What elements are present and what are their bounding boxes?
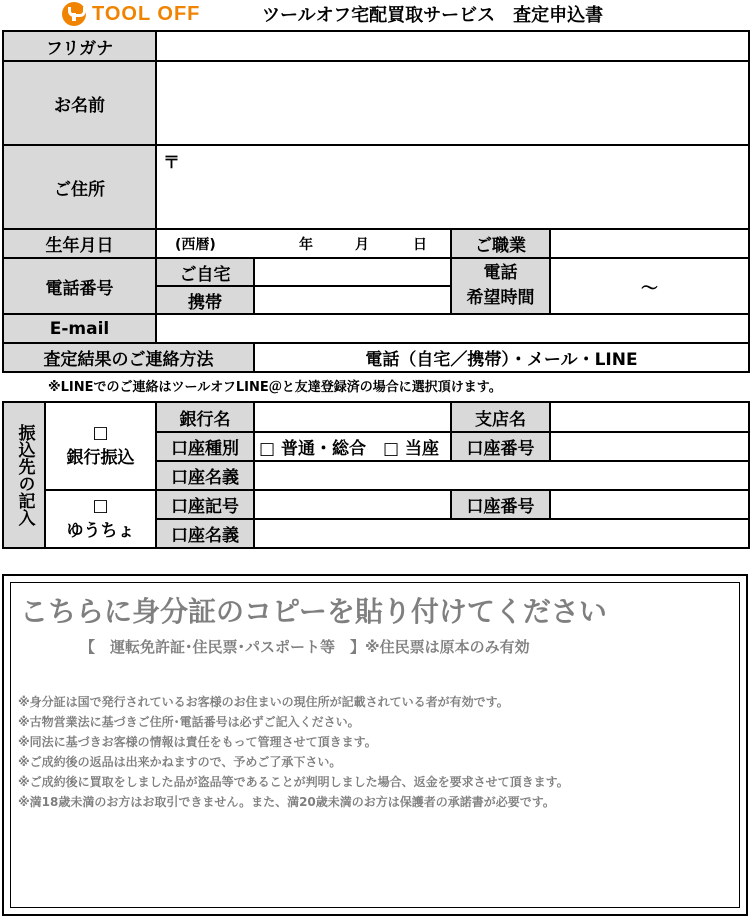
job-field[interactable] — [550, 229, 749, 258]
customer-info-table — [2, 30, 750, 373]
line-note: ※LINEでのご連絡はツールオフLINE＠と友達登録済の場合に選択頂けます。 — [48, 380, 502, 395]
contact-method-label: 査定結果のご連絡方法 — [3, 343, 254, 372]
call-time-separator: ～ — [641, 278, 658, 299]
id-note: ※ご成約後の返品は出来かねますので、予めご了承下さい。 — [18, 755, 342, 769]
dob-year: 年 — [299, 236, 313, 253]
dob-era: (西暦) — [175, 236, 216, 253]
bank-transfer-table — [2, 401, 750, 549]
postal-mark: 〒 — [163, 153, 180, 173]
id-note: ※ご成約後に買取をしました品が盗品等であることが判明しました場合、返金を要求させて頂きます。 — [18, 775, 569, 789]
id-copy-subtitle: 【 運転免許証･住民票･パスポート等 】※住民票は原本のみ有効 — [80, 638, 530, 656]
contact-method-options[interactable]: 電話（自宅／携帯）・メール・LINE — [254, 343, 749, 372]
account-type-options[interactable]: □ 普通・総合 □ 当座 — [254, 432, 451, 461]
id-note: ※身分証は国で発行されているお客様のお住まいの現住所が記載されている者が有効です。 — [18, 695, 509, 709]
account-number-label: 口座番号 — [451, 432, 550, 461]
mobile-phone-label: 携帯 — [156, 286, 254, 314]
dob-day: 日 — [413, 236, 427, 253]
bank-name-field[interactable] — [254, 402, 451, 432]
email-field[interactable] — [156, 314, 749, 343]
yucho-option-label: ゆうちょ — [66, 521, 135, 541]
account-symbol-field[interactable] — [254, 490, 451, 519]
account-number-field[interactable] — [550, 432, 749, 461]
bank-option-checkbox[interactable]: □ — [92, 423, 109, 444]
job-label: ご職業 — [451, 229, 550, 258]
id-notes — [18, 692, 569, 812]
call-time-label — [451, 258, 550, 314]
yucho-number-label: 口座番号 — [451, 490, 550, 519]
yucho-holder-field[interactable] — [254, 519, 749, 548]
yucho-holder-label: 口座名義 — [156, 519, 254, 548]
yucho-option[interactable] — [45, 490, 156, 548]
yucho-number-field[interactable] — [550, 490, 749, 519]
id-copy-title: こちらに身分証のコピーを貼り付けてください — [20, 595, 607, 628]
name-field[interactable] — [156, 61, 749, 145]
furigana-label: フリガナ — [3, 31, 156, 61]
id-note: ※同法に基づきお客様の情報は責任をもって管理させて頂きます。 — [18, 735, 377, 749]
branch-label: 支店名 — [451, 402, 550, 432]
logo — [62, 1, 200, 27]
call-time-field[interactable] — [550, 258, 749, 314]
phone-label: 電話番号 — [3, 258, 156, 314]
header — [0, 0, 750, 30]
account-type-label: 口座種別 — [156, 432, 254, 461]
id-copy-area — [2, 574, 748, 916]
home-phone-field[interactable] — [254, 258, 451, 286]
dob-label: 生年月日 — [3, 229, 156, 258]
account-holder-field[interactable] — [254, 461, 749, 490]
call-time-label-line1: 電話 — [483, 263, 518, 284]
id-note: ※古物営業法に基づきご住所･電話番号は必ずご記入ください。 — [18, 715, 360, 729]
dob-field[interactable] — [156, 229, 451, 258]
dob-month: 月 — [355, 236, 369, 253]
furigana-field[interactable] — [156, 31, 749, 61]
document-title: ツールオフ宅配買取サービス 査定申込書 — [262, 5, 604, 26]
bank-name-label: 銀行名 — [156, 402, 254, 432]
call-time-label-line2: 希望時間 — [466, 288, 535, 308]
address-label: ご住所 — [3, 145, 156, 229]
tool-off-logo-icon — [62, 2, 86, 26]
bank-option[interactable] — [45, 402, 156, 490]
account-holder-label: 口座名義 — [156, 461, 254, 490]
account-symbol-label: 口座記号 — [156, 490, 254, 519]
address-field[interactable] — [156, 145, 749, 229]
bank-section-label: 振込先の記入 — [3, 402, 45, 548]
email-label: E-mail — [3, 314, 156, 343]
logo-text: TOOL OFF — [92, 2, 201, 25]
yucho-option-checkbox[interactable]: □ — [92, 496, 109, 517]
home-phone-label: ご自宅 — [156, 258, 254, 286]
id-note: ※満18歳未満のお方はお取引できません。また、満20歳未満のお方は保護者の承諾書が必要です。 — [18, 795, 555, 809]
mobile-phone-field[interactable] — [254, 286, 451, 314]
branch-field[interactable] — [550, 402, 749, 432]
name-label: お名前 — [3, 61, 156, 145]
bank-option-label: 銀行振込 — [66, 448, 135, 468]
